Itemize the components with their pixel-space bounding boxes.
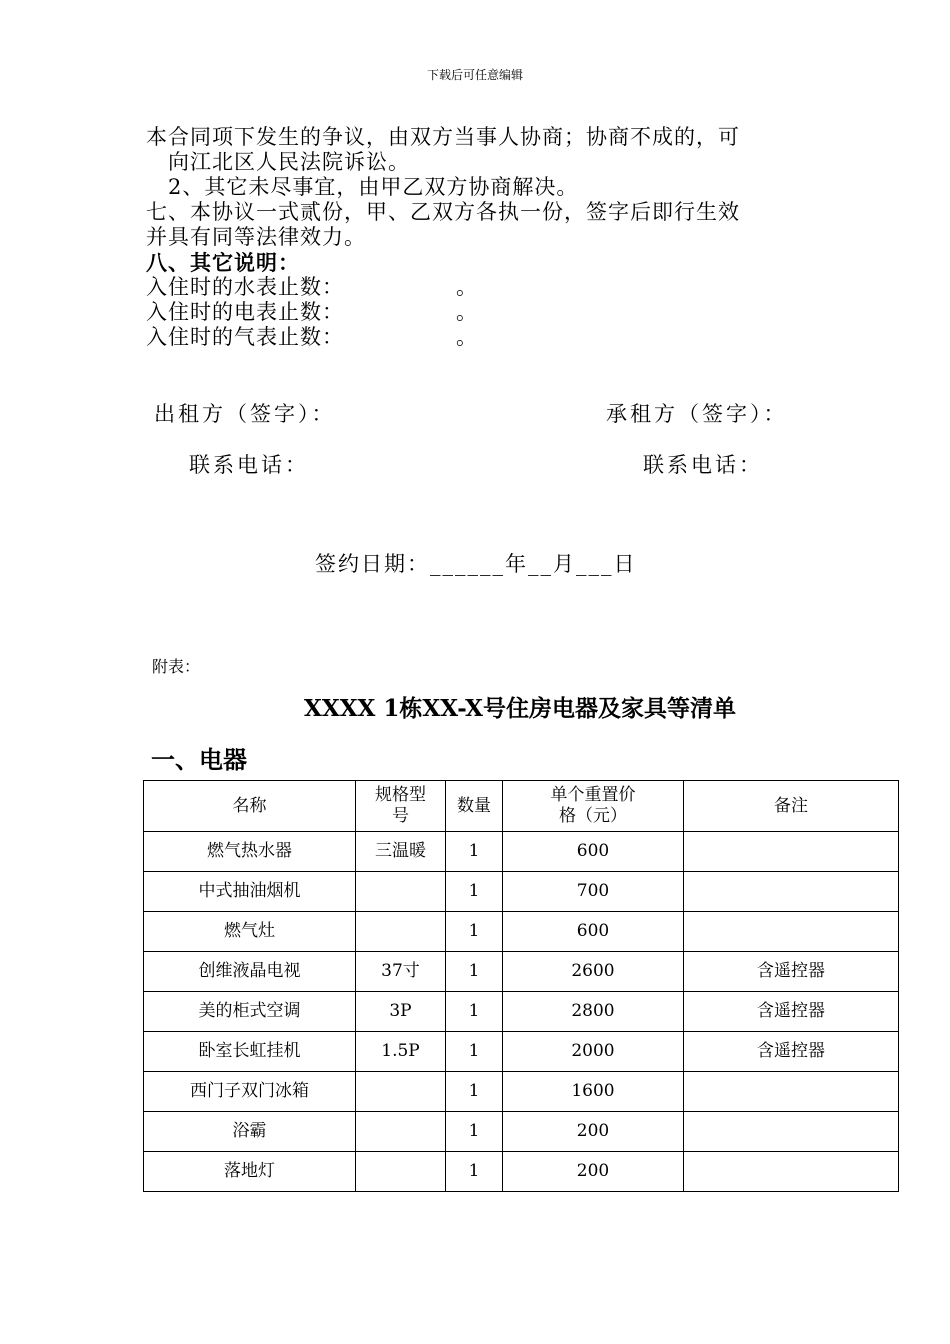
header-name: 名称 — [144, 781, 356, 832]
clause-8-heading: 八、其它说明： — [146, 250, 300, 275]
cell-name: 西门子双门冰箱 — [144, 1072, 356, 1112]
cell-notes — [684, 832, 899, 872]
cell-model — [356, 1152, 446, 1192]
table-row — [144, 1072, 899, 1112]
cell-model: 37寸 — [356, 952, 446, 992]
appliances-section-title: 一、电器 — [151, 745, 247, 774]
cell-quantity: 1 — [446, 1072, 503, 1112]
cell-model — [356, 1112, 446, 1152]
appliance-inventory-table — [143, 780, 899, 1192]
cell-quantity: 1 — [446, 1112, 503, 1152]
table-row — [144, 1032, 899, 1072]
dispute-clause-line2: 向江北区人民法院诉讼。 — [168, 150, 410, 174]
cell-notes — [684, 872, 899, 912]
gas-meter-reading: 入住时的气表止数： — [146, 325, 344, 349]
lessor-phone-label: 联系电话： — [189, 453, 309, 477]
cell-quantity: 1 — [446, 912, 503, 952]
cell-price: 700 — [503, 872, 684, 912]
clause-2: 2、其它未尽事宜，由甲乙双方协商解决。 — [168, 175, 579, 199]
cell-price: 600 — [503, 912, 684, 952]
cell-model — [356, 912, 446, 952]
attachment-label: 附表： — [152, 657, 201, 676]
header-notes: 备注 — [684, 781, 899, 832]
cell-name: 美的柜式空调 — [144, 992, 356, 1032]
cell-notes — [684, 1112, 899, 1152]
lessee-phone-label: 联系电话： — [643, 453, 763, 477]
cell-name: 卧室长虹挂机 — [144, 1032, 356, 1072]
cell-quantity: 1 — [446, 992, 503, 1032]
inventory-title: XXXX 1栋XX-X号住房电器及家具等清单 — [304, 695, 736, 722]
cell-model — [356, 872, 446, 912]
cell-notes — [684, 1152, 899, 1192]
cell-quantity: 1 — [446, 952, 503, 992]
table-row — [144, 1152, 899, 1192]
cell-quantity: 1 — [446, 872, 503, 912]
cell-price: 2600 — [503, 952, 684, 992]
cell-model: 3P — [356, 992, 446, 1032]
page-header-note: 下载后可任意编辑 — [426, 68, 523, 82]
cell-price: 2800 — [503, 992, 684, 1032]
lessor-signature-label: 出租方（签字）： — [154, 402, 336, 426]
cell-name: 落地灯 — [144, 1152, 356, 1192]
table-row — [144, 912, 899, 952]
cell-notes — [684, 912, 899, 952]
cell-notes: 含遥控器 — [684, 1032, 899, 1072]
sign-date-line: 签约日期：______年__月___日 — [315, 552, 637, 576]
clause-7-line2: 并具有同等法律效力。 — [146, 225, 366, 249]
cell-model: 1.5P — [356, 1032, 446, 1072]
table-row — [144, 992, 899, 1032]
cell-name: 浴霸 — [144, 1112, 356, 1152]
table-body — [144, 832, 899, 1192]
cell-price: 1600 — [503, 1072, 684, 1112]
dispute-clause-line1: 本合同项下发生的争议，由双方当事人协商；协商不成的，可 — [146, 125, 740, 149]
cell-model: 三温暖 — [356, 832, 446, 872]
cell-name: 燃气灶 — [144, 912, 356, 952]
water-meter-reading: 入住时的水表止数： — [146, 275, 344, 299]
cell-quantity: 1 — [446, 832, 503, 872]
lessee-signature-label: 承租方（签字）： — [606, 402, 788, 426]
cell-name: 创维液晶电视 — [144, 952, 356, 992]
cell-price: 200 — [503, 1112, 684, 1152]
cell-quantity: 1 — [446, 1032, 503, 1072]
header-model: 规格型号 — [356, 781, 446, 832]
cell-notes — [684, 1072, 899, 1112]
gas-meter-period: 。 — [456, 325, 478, 349]
water-meter-period: 。 — [456, 275, 478, 299]
header-quantity: 数量 — [446, 781, 503, 832]
cell-notes: 含遥控器 — [684, 952, 899, 992]
table-row — [144, 1112, 899, 1152]
table-row — [144, 872, 899, 912]
cell-notes: 含遥控器 — [684, 992, 899, 1032]
electric-meter-period: 。 — [456, 300, 478, 324]
table-row — [144, 952, 899, 992]
header-price: 单个重置价格（元） — [503, 781, 684, 832]
cell-price: 200 — [503, 1152, 684, 1192]
cell-name: 燃气热水器 — [144, 832, 356, 872]
table-header-row — [144, 781, 899, 832]
cell-name: 中式抽油烟机 — [144, 872, 356, 912]
cell-model — [356, 1072, 446, 1112]
cell-quantity: 1 — [446, 1152, 503, 1192]
cell-price: 2000 — [503, 1032, 684, 1072]
electric-meter-reading: 入住时的电表止数： — [146, 300, 344, 324]
clause-7-line1: 七、本协议一式贰份，甲、乙双方各执一份，签字后即行生效 — [146, 200, 740, 224]
table-row — [144, 832, 899, 872]
cell-price: 600 — [503, 832, 684, 872]
